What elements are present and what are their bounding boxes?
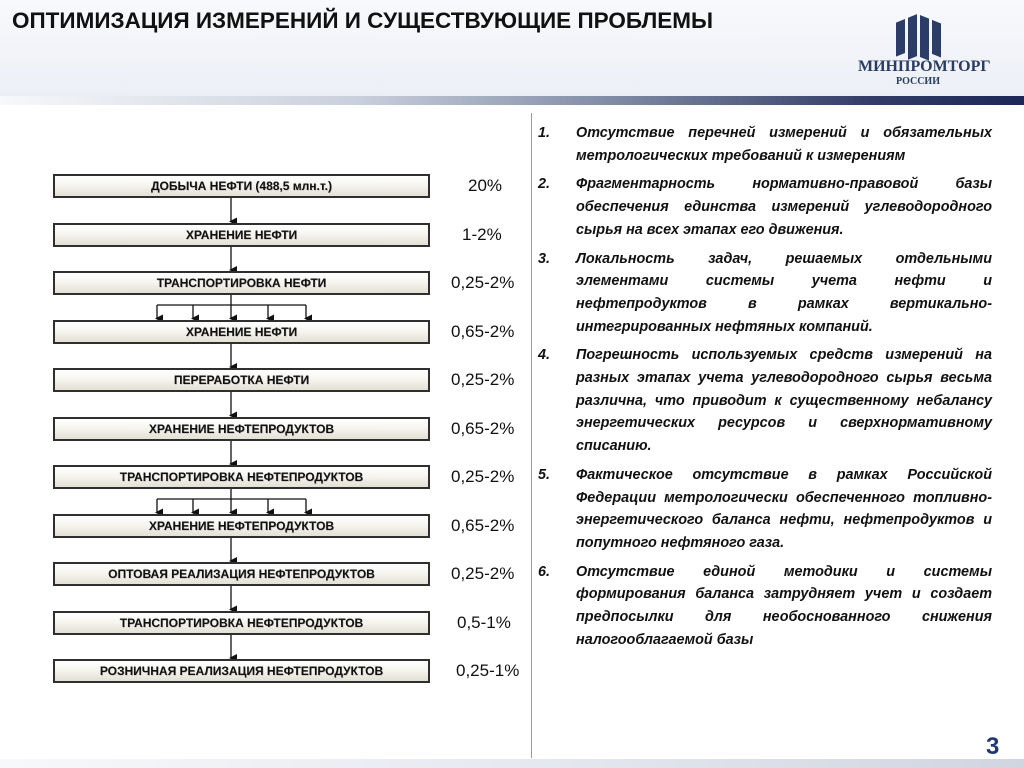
item-number: 1. <box>538 125 551 141</box>
flow-step: ДОБЫЧА НЕФТИ (488,5 млн.т.) <box>53 174 430 198</box>
item-number: 5. <box>538 466 551 483</box>
flow-step: ПЕРЕРАБОТКА НЕФТИ <box>53 368 430 392</box>
flow-step: РОЗНИЧНАЯ РЕАЛИЗАЦИЯ НЕФТЕПРОДУКТОВ <box>53 659 430 683</box>
flow-step: ОПТОВАЯ РЕАЛИЗАЦИЯ НЕФТЕПРОДУКТОВ <box>53 562 430 586</box>
problem-item-6 <box>538 561 992 652</box>
loss-percent: 0,25-1% <box>456 661 520 680</box>
page-number: 3 <box>986 733 1000 760</box>
problem-item-2 <box>538 173 992 241</box>
item-number: 2. <box>538 176 551 193</box>
column-divider <box>531 113 532 758</box>
loss-percent: 20% <box>468 176 503 195</box>
loss-percent: 0,65-2% <box>451 515 515 535</box>
loss-percent: 0,5-1% <box>457 612 511 632</box>
item-text: Погрешность используемых средств измерений на разных этапах учета углеводородного сырья весьма различна, что приводит к существенному небалансу энергетических ресурсов и сверхнормативному списанию. <box>576 347 992 455</box>
item-text: Фактическое отсутствие в рамках Российской Федерации метрологически обеспеченного топливно-энергетического баланса нефти, нефтепродуктов и попутного нефтяного газа. <box>576 466 992 551</box>
loss-percent: 0,25-2% <box>451 370 515 389</box>
loss-percent: 0,65-2% <box>451 321 515 341</box>
item-text: Локальность задач, решаемых отдельными элементами системы учета нефти и нефтепродуктов в рамках вертикально-интегрированных нефтяных компаний. <box>576 250 992 335</box>
problem-item-4 <box>538 344 992 458</box>
loss-percent: 1-2% <box>462 224 502 244</box>
page-title: ОПТИМИЗАЦИЯ ИЗМЕРЕНИЙ И СУЩЕСТВУЮЩИЕ ПРОБЛЕМЫ <box>12 8 714 33</box>
flow-step: ТРАНСПОРТИРОВКА НЕФТИ <box>53 271 430 295</box>
problem-item-1 <box>538 122 992 167</box>
problem-item-5 <box>538 464 992 555</box>
loss-percent: 0,65-2% <box>451 418 515 438</box>
loss-percent: 0,25-2% <box>451 273 515 292</box>
item-text: Отсутствие единой методики и системы формирования баланса затрудняет учет и создает предпосылки для необоснованного снижения налогооблагаемой базы <box>576 563 992 648</box>
item-number: 3. <box>538 250 551 267</box>
problem-item-3 <box>538 248 992 339</box>
item-number: 4. <box>538 347 551 364</box>
footer-bar <box>0 759 1024 768</box>
flow-step: ТРАНСПОРТИРОВКА НЕФТЕПРОДУКТОВ <box>53 611 430 635</box>
problems-list <box>538 122 992 657</box>
loss-percent: 0,25-2% <box>451 564 515 583</box>
loss-percent: 0,25-2% <box>451 467 515 486</box>
item-text: Фрагментарность нормативно-правовой базы обеспечения единства измерений углеводородного сырья на всех этапах его движения. <box>576 176 992 238</box>
flow-step: ХРАНЕНИЕ НЕФТИ <box>53 320 430 344</box>
flow-step: ХРАНЕНИЕ НЕФТЕПРОДУКТОВ <box>53 514 430 538</box>
item-number: 6. <box>538 563 551 580</box>
flow-step: ТРАНСПОРТИРОВКА НЕФТЕПРОДУКТОВ <box>53 465 430 489</box>
flow-step: ХРАНЕНИЕ НЕФТИ <box>53 223 430 247</box>
logo-text: МИНПРОМТОРГ <box>858 58 991 75</box>
item-text: Отсутствие перечней измерений и обязательных метрологических требований к измерениям <box>576 125 992 164</box>
flow-step: ХРАНЕНИЕ НЕФТЕПРОДУКТОВ <box>53 417 430 441</box>
logo-subtext: РОССИИ <box>896 76 940 87</box>
